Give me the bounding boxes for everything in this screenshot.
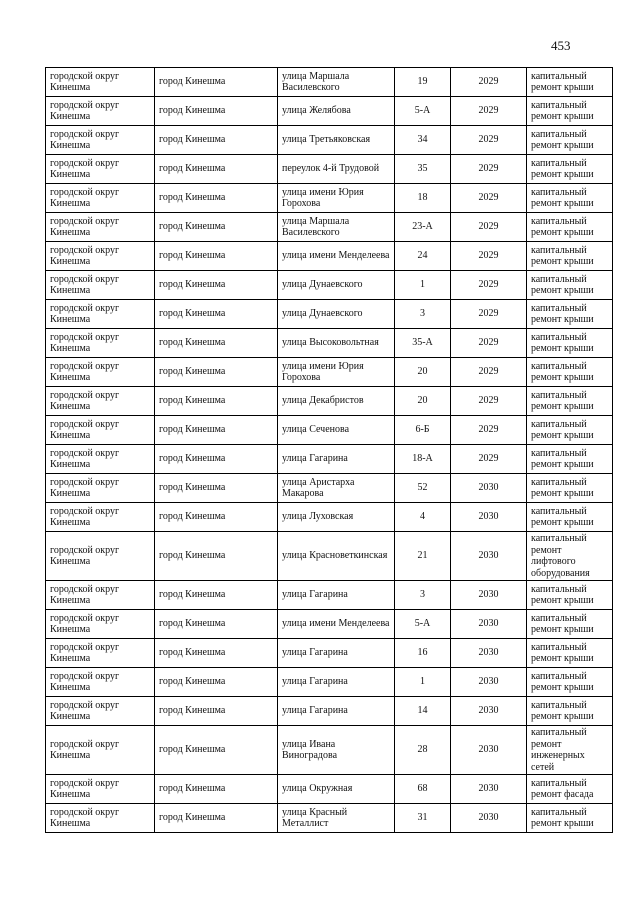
year-cell: 2030 bbox=[451, 726, 527, 775]
house-number-cell: 1 bbox=[395, 668, 451, 697]
work-type-cell: капитальный ремонт лифтового оборудования bbox=[527, 532, 613, 581]
district-cell: городской округ Кинешма bbox=[46, 503, 155, 532]
house-number-cell: 18 bbox=[395, 184, 451, 213]
house-number-cell: 14 bbox=[395, 697, 451, 726]
work-type-cell: капитальный ремонт крыши bbox=[527, 503, 613, 532]
city-cell: город Кинешма bbox=[155, 329, 278, 358]
district-cell: городской округ Кинешма bbox=[46, 474, 155, 503]
city-cell: город Кинешма bbox=[155, 97, 278, 126]
city-cell: город Кинешма bbox=[155, 242, 278, 271]
street-cell: переулок 4-й Трудовой bbox=[278, 155, 395, 184]
city-cell: город Кинешма bbox=[155, 387, 278, 416]
year-cell: 2030 bbox=[451, 532, 527, 581]
house-number-cell: 4 bbox=[395, 503, 451, 532]
street-cell: улица Маршала Василевского bbox=[278, 213, 395, 242]
table-row bbox=[46, 726, 613, 775]
street-cell: улица Гагарина bbox=[278, 581, 395, 610]
district-cell: городской округ Кинешма bbox=[46, 329, 155, 358]
house-number-cell: 24 bbox=[395, 242, 451, 271]
work-type-cell: капитальный ремонт крыши bbox=[527, 300, 613, 329]
street-cell: улица имени Менделеева bbox=[278, 242, 395, 271]
year-cell: 2029 bbox=[451, 97, 527, 126]
house-number-cell: 5-А bbox=[395, 610, 451, 639]
city-cell: город Кинешма bbox=[155, 639, 278, 668]
year-cell: 2030 bbox=[451, 804, 527, 833]
house-number-cell: 16 bbox=[395, 639, 451, 668]
city-cell: город Кинешма bbox=[155, 532, 278, 581]
work-type-cell: капитальный ремонт крыши bbox=[527, 97, 613, 126]
table-row bbox=[46, 68, 613, 97]
table-row bbox=[46, 532, 613, 581]
work-type-cell: капитальный ремонт крыши bbox=[527, 155, 613, 184]
table-row bbox=[46, 358, 613, 387]
street-cell: улица Окружная bbox=[278, 775, 395, 804]
table-row bbox=[46, 155, 613, 184]
house-number-cell: 28 bbox=[395, 726, 451, 775]
district-cell: городской округ Кинешма bbox=[46, 610, 155, 639]
street-cell: улица Высоковольтная bbox=[278, 329, 395, 358]
work-type-cell: капитальный ремонт крыши bbox=[527, 581, 613, 610]
table-body bbox=[46, 68, 613, 833]
city-cell: город Кинешма bbox=[155, 804, 278, 833]
table-row bbox=[46, 329, 613, 358]
page-number: 453 bbox=[551, 38, 571, 53]
year-cell: 2030 bbox=[451, 697, 527, 726]
district-cell: городской округ Кинешма bbox=[46, 697, 155, 726]
table-row bbox=[46, 184, 613, 213]
work-type-cell: капитальный ремонт крыши bbox=[527, 242, 613, 271]
district-cell: городской округ Кинешма bbox=[46, 126, 155, 155]
table-row bbox=[46, 126, 613, 155]
district-cell: городской округ Кинешма bbox=[46, 358, 155, 387]
table-row bbox=[46, 474, 613, 503]
table-row bbox=[46, 271, 613, 300]
work-type-cell: капитальный ремонт крыши bbox=[527, 697, 613, 726]
house-number-cell: 68 bbox=[395, 775, 451, 804]
street-cell: улица Гагарина bbox=[278, 445, 395, 474]
district-cell: городской округ Кинешма bbox=[46, 387, 155, 416]
city-cell: город Кинешма bbox=[155, 668, 278, 697]
street-cell: улица имени Юрия Горохова bbox=[278, 358, 395, 387]
street-cell: улица Гагарина bbox=[278, 697, 395, 726]
year-cell: 2029 bbox=[451, 387, 527, 416]
work-type-cell: капитальный ремонт крыши bbox=[527, 68, 613, 97]
house-number-cell: 19 bbox=[395, 68, 451, 97]
table-row bbox=[46, 300, 613, 329]
table-row bbox=[46, 97, 613, 126]
table-row bbox=[46, 213, 613, 242]
house-number-cell: 23-А bbox=[395, 213, 451, 242]
year-cell: 2030 bbox=[451, 503, 527, 532]
work-type-cell: капитальный ремонт крыши bbox=[527, 387, 613, 416]
house-number-cell: 6-Б bbox=[395, 416, 451, 445]
street-cell: улица Гагарина bbox=[278, 668, 395, 697]
street-cell: улица Дунаевского bbox=[278, 271, 395, 300]
city-cell: город Кинешма bbox=[155, 155, 278, 184]
district-cell: городской округ Кинешма bbox=[46, 242, 155, 271]
street-cell: улица Желябова bbox=[278, 97, 395, 126]
district-cell: городской округ Кинешма bbox=[46, 726, 155, 775]
house-number-cell: 1 bbox=[395, 271, 451, 300]
street-cell: улица Маршала Василевского bbox=[278, 68, 395, 97]
year-cell: 2029 bbox=[451, 184, 527, 213]
district-cell: городской округ Кинешма bbox=[46, 68, 155, 97]
city-cell: город Кинешма bbox=[155, 445, 278, 474]
year-cell: 2029 bbox=[451, 213, 527, 242]
city-cell: город Кинешма bbox=[155, 184, 278, 213]
year-cell: 2029 bbox=[451, 358, 527, 387]
district-cell: городской округ Кинешма bbox=[46, 581, 155, 610]
city-cell: город Кинешма bbox=[155, 697, 278, 726]
district-cell: городской округ Кинешма bbox=[46, 532, 155, 581]
year-cell: 2029 bbox=[451, 329, 527, 358]
city-cell: город Кинешма bbox=[155, 474, 278, 503]
district-cell: городской округ Кинешма bbox=[46, 775, 155, 804]
house-number-cell: 21 bbox=[395, 532, 451, 581]
table-row bbox=[46, 445, 613, 474]
table-row bbox=[46, 416, 613, 445]
street-cell: улица Луховская bbox=[278, 503, 395, 532]
year-cell: 2030 bbox=[451, 639, 527, 668]
year-cell: 2029 bbox=[451, 271, 527, 300]
city-cell: город Кинешма bbox=[155, 300, 278, 329]
repair-schedule-table bbox=[45, 67, 613, 833]
city-cell: город Кинешма bbox=[155, 213, 278, 242]
house-number-cell: 3 bbox=[395, 581, 451, 610]
street-cell: улица Декабристов bbox=[278, 387, 395, 416]
house-number-cell: 5-А bbox=[395, 97, 451, 126]
district-cell: городской округ Кинешма bbox=[46, 184, 155, 213]
street-cell: улица Третьяковская bbox=[278, 126, 395, 155]
year-cell: 2029 bbox=[451, 155, 527, 184]
district-cell: городской округ Кинешма bbox=[46, 639, 155, 668]
street-cell: улица Красноветкинская bbox=[278, 532, 395, 581]
work-type-cell: капитальный ремонт крыши bbox=[527, 610, 613, 639]
work-type-cell: капитальный ремонт крыши bbox=[527, 358, 613, 387]
year-cell: 2030 bbox=[451, 668, 527, 697]
table-row bbox=[46, 242, 613, 271]
street-cell: улица Дунаевского bbox=[278, 300, 395, 329]
year-cell: 2029 bbox=[451, 126, 527, 155]
district-cell: городской округ Кинешма bbox=[46, 155, 155, 184]
city-cell: город Кинешма bbox=[155, 271, 278, 300]
city-cell: город Кинешма bbox=[155, 775, 278, 804]
house-number-cell: 20 bbox=[395, 387, 451, 416]
work-type-cell: капитальный ремонт крыши bbox=[527, 329, 613, 358]
work-type-cell: капитальный ремонт крыши bbox=[527, 639, 613, 668]
house-number-cell: 35-А bbox=[395, 329, 451, 358]
city-cell: город Кинешма bbox=[155, 68, 278, 97]
city-cell: город Кинешма bbox=[155, 416, 278, 445]
work-type-cell: капитальный ремонт инженерных сетей bbox=[527, 726, 613, 775]
district-cell: городской округ Кинешма bbox=[46, 804, 155, 833]
year-cell: 2030 bbox=[451, 474, 527, 503]
district-cell: городской округ Кинешма bbox=[46, 97, 155, 126]
work-type-cell: капитальный ремонт крыши bbox=[527, 213, 613, 242]
street-cell: улица Аристарха Макарова bbox=[278, 474, 395, 503]
house-number-cell: 18-А bbox=[395, 445, 451, 474]
table-row bbox=[46, 697, 613, 726]
street-cell: улица Ивана Виноградова bbox=[278, 726, 395, 775]
work-type-cell: капитальный ремонт крыши bbox=[527, 184, 613, 213]
house-number-cell: 52 bbox=[395, 474, 451, 503]
year-cell: 2030 bbox=[451, 610, 527, 639]
street-cell: улица имени Юрия Горохова bbox=[278, 184, 395, 213]
table-row bbox=[46, 804, 613, 833]
city-cell: город Кинешма bbox=[155, 581, 278, 610]
city-cell: город Кинешма bbox=[155, 503, 278, 532]
district-cell: городской округ Кинешма bbox=[46, 213, 155, 242]
street-cell: улица Гагарина bbox=[278, 639, 395, 668]
table-row bbox=[46, 503, 613, 532]
work-type-cell: капитальный ремонт фасада bbox=[527, 775, 613, 804]
work-type-cell: капитальный ремонт крыши bbox=[527, 126, 613, 155]
work-type-cell: капитальный ремонт крыши bbox=[527, 445, 613, 474]
table-row bbox=[46, 639, 613, 668]
street-cell: улица Сеченова bbox=[278, 416, 395, 445]
work-type-cell: капитальный ремонт крыши bbox=[527, 271, 613, 300]
table-row bbox=[46, 775, 613, 804]
table-row bbox=[46, 581, 613, 610]
year-cell: 2030 bbox=[451, 581, 527, 610]
table-row bbox=[46, 668, 613, 697]
house-number-cell: 3 bbox=[395, 300, 451, 329]
city-cell: город Кинешма bbox=[155, 126, 278, 155]
city-cell: город Кинешма bbox=[155, 358, 278, 387]
city-cell: город Кинешма bbox=[155, 726, 278, 775]
work-type-cell: капитальный ремонт крыши bbox=[527, 416, 613, 445]
district-cell: городской округ Кинешма bbox=[46, 445, 155, 474]
house-number-cell: 35 bbox=[395, 155, 451, 184]
year-cell: 2029 bbox=[451, 68, 527, 97]
year-cell: 2029 bbox=[451, 445, 527, 474]
district-cell: городской округ Кинешма bbox=[46, 416, 155, 445]
work-type-cell: капитальный ремонт крыши bbox=[527, 668, 613, 697]
house-number-cell: 31 bbox=[395, 804, 451, 833]
year-cell: 2030 bbox=[451, 775, 527, 804]
work-type-cell: капитальный ремонт крыши bbox=[527, 474, 613, 503]
table-row bbox=[46, 610, 613, 639]
district-cell: городской округ Кинешма bbox=[46, 668, 155, 697]
year-cell: 2029 bbox=[451, 300, 527, 329]
street-cell: улица Красный Металлист bbox=[278, 804, 395, 833]
district-cell: городской округ Кинешма bbox=[46, 300, 155, 329]
work-type-cell: капитальный ремонт крыши bbox=[527, 804, 613, 833]
city-cell: город Кинешма bbox=[155, 610, 278, 639]
table-row bbox=[46, 387, 613, 416]
year-cell: 2029 bbox=[451, 242, 527, 271]
house-number-cell: 34 bbox=[395, 126, 451, 155]
district-cell: городской округ Кинешма bbox=[46, 271, 155, 300]
street-cell: улица имени Менделеева bbox=[278, 610, 395, 639]
house-number-cell: 20 bbox=[395, 358, 451, 387]
year-cell: 2029 bbox=[451, 416, 527, 445]
